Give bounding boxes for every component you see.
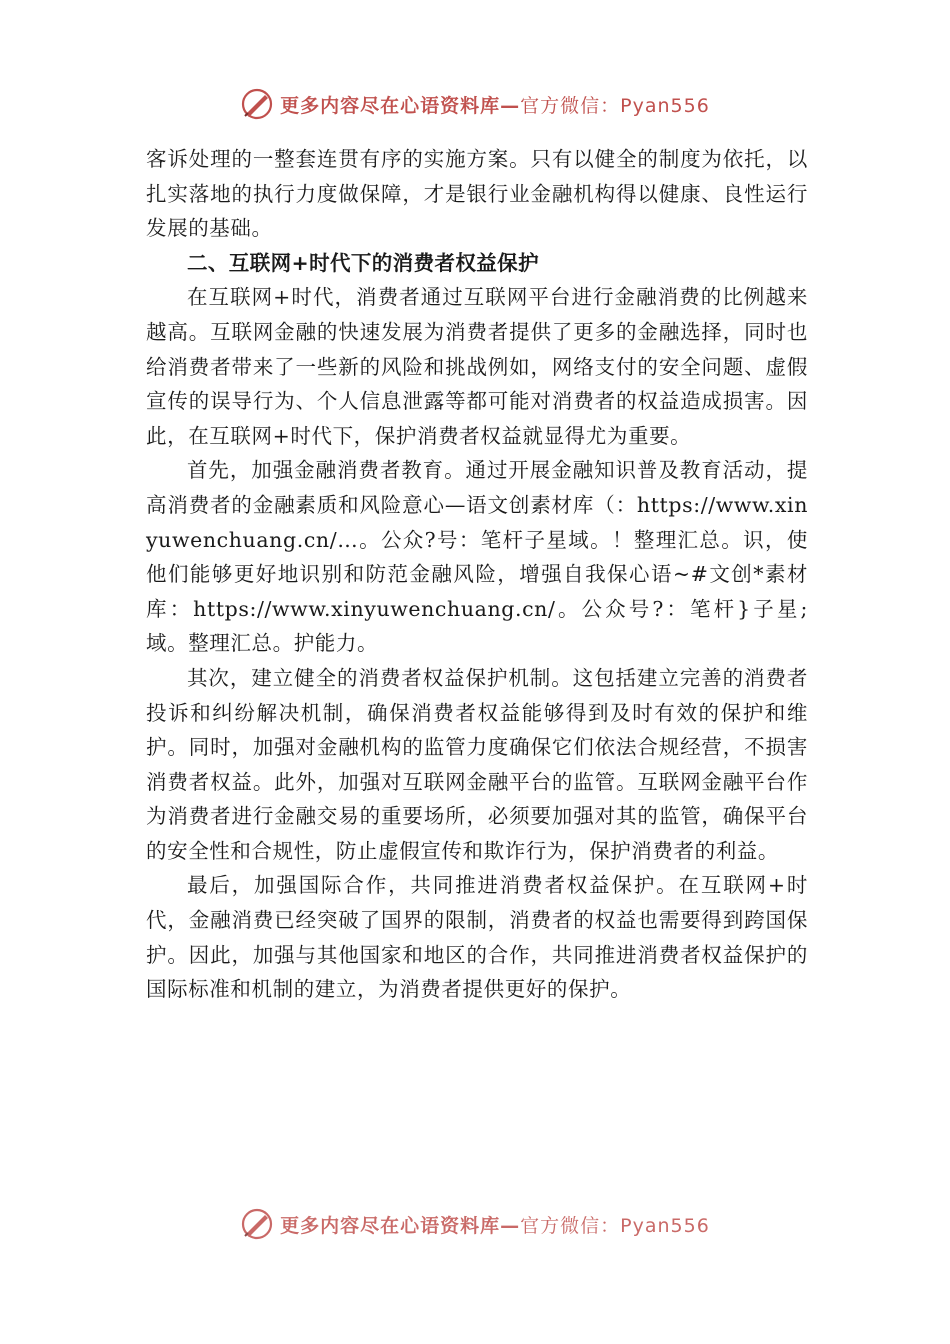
pen-logo-icon [240, 1207, 274, 1241]
header-banner [0, 84, 950, 124]
paragraph-first: 首先，加强金融消费者教育。通过开展金融知识普及教育活动，提高消费者的金融素质和风险意心—语文创素材库（：https://www.xinyuwenchuang.cn/…。公众?号：笔杆子星域。！整理汇总。识，使他们能够更好地识别和防范金融风险，增强自我保心语~#文创*素材库：https://www.xinyuwenchuang.cn/。公众号?：笔杆}子星;域。整理汇总。护能力。 [146, 458, 808, 656]
banner-wechat-text: 官方微信：Pyan556 [520, 94, 710, 117]
document-body [146, 142, 808, 1007]
footer-separator: — [500, 1214, 521, 1237]
paragraph-second: 其次，建立健全的消费者权益保护机制。这包括建立完善的消费者投诉和纠纷解决机制，确保消费者权益能够得到及时有效的保护和维护。同时，加强对金融机构的监管力度确保它们依法合规经营，不损害消费者权益。此外，加强对互联网金融平台的监管。互联网金融平台作为消费者进行金融交易的重要场所，必须要加强对其的监管，确保平台的安全性和合规性，防止虚假宣传和欺诈行为，保护消费者的利益。 [146, 665, 808, 863]
banner-title [280, 91, 710, 118]
banner-separator: — [500, 94, 521, 117]
pen-logo-icon [240, 87, 274, 121]
footer-banner [0, 1206, 950, 1242]
paragraph-intro: 在互联网+时代，消费者通过互联网平台进行金融消费的比例越来越高。互联网金融的快速发展为消费者提供了更多的金融选择，同时也给消费者带来了一些新的风险和挑战例如，网络支付的安全问题、虚假宣传的误导行为、个人信息泄露等都可能对消费者的权益造成损害。因此，在互联网+时代下，保护消费者权益就显得尤为重要。 [146, 285, 808, 448]
footer-main-text: 更多内容尽在心语资料库 [280, 1214, 501, 1237]
paragraph-last: 最后，加强国际合作，共同推进消费者权益保护。在互联网+时代，金融消费已经突破了国界的限制，消费者的权益也需要得到跨国保护。因此，加强与其他国家和地区的合作，共同推进消费者权益保护的国际标准和机制的建立，为消费者提供更好的保护。 [146, 873, 808, 1002]
footer-banner-title [280, 1211, 710, 1238]
section-heading: 二、互联网+时代下的消费者权益保护 [187, 250, 539, 275]
paragraph-continuation: 客诉处理的一整套连贯有序的实施方案。只有以健全的制度为依托，以扎实落地的执行力度做保障，才是银行业金融机构得以健康、良性运行发展的基础。 [146, 147, 808, 241]
banner-main-text: 更多内容尽在心语资料库 [280, 94, 501, 117]
footer-wechat-text: 官方微信：Pyan556 [520, 1214, 710, 1237]
